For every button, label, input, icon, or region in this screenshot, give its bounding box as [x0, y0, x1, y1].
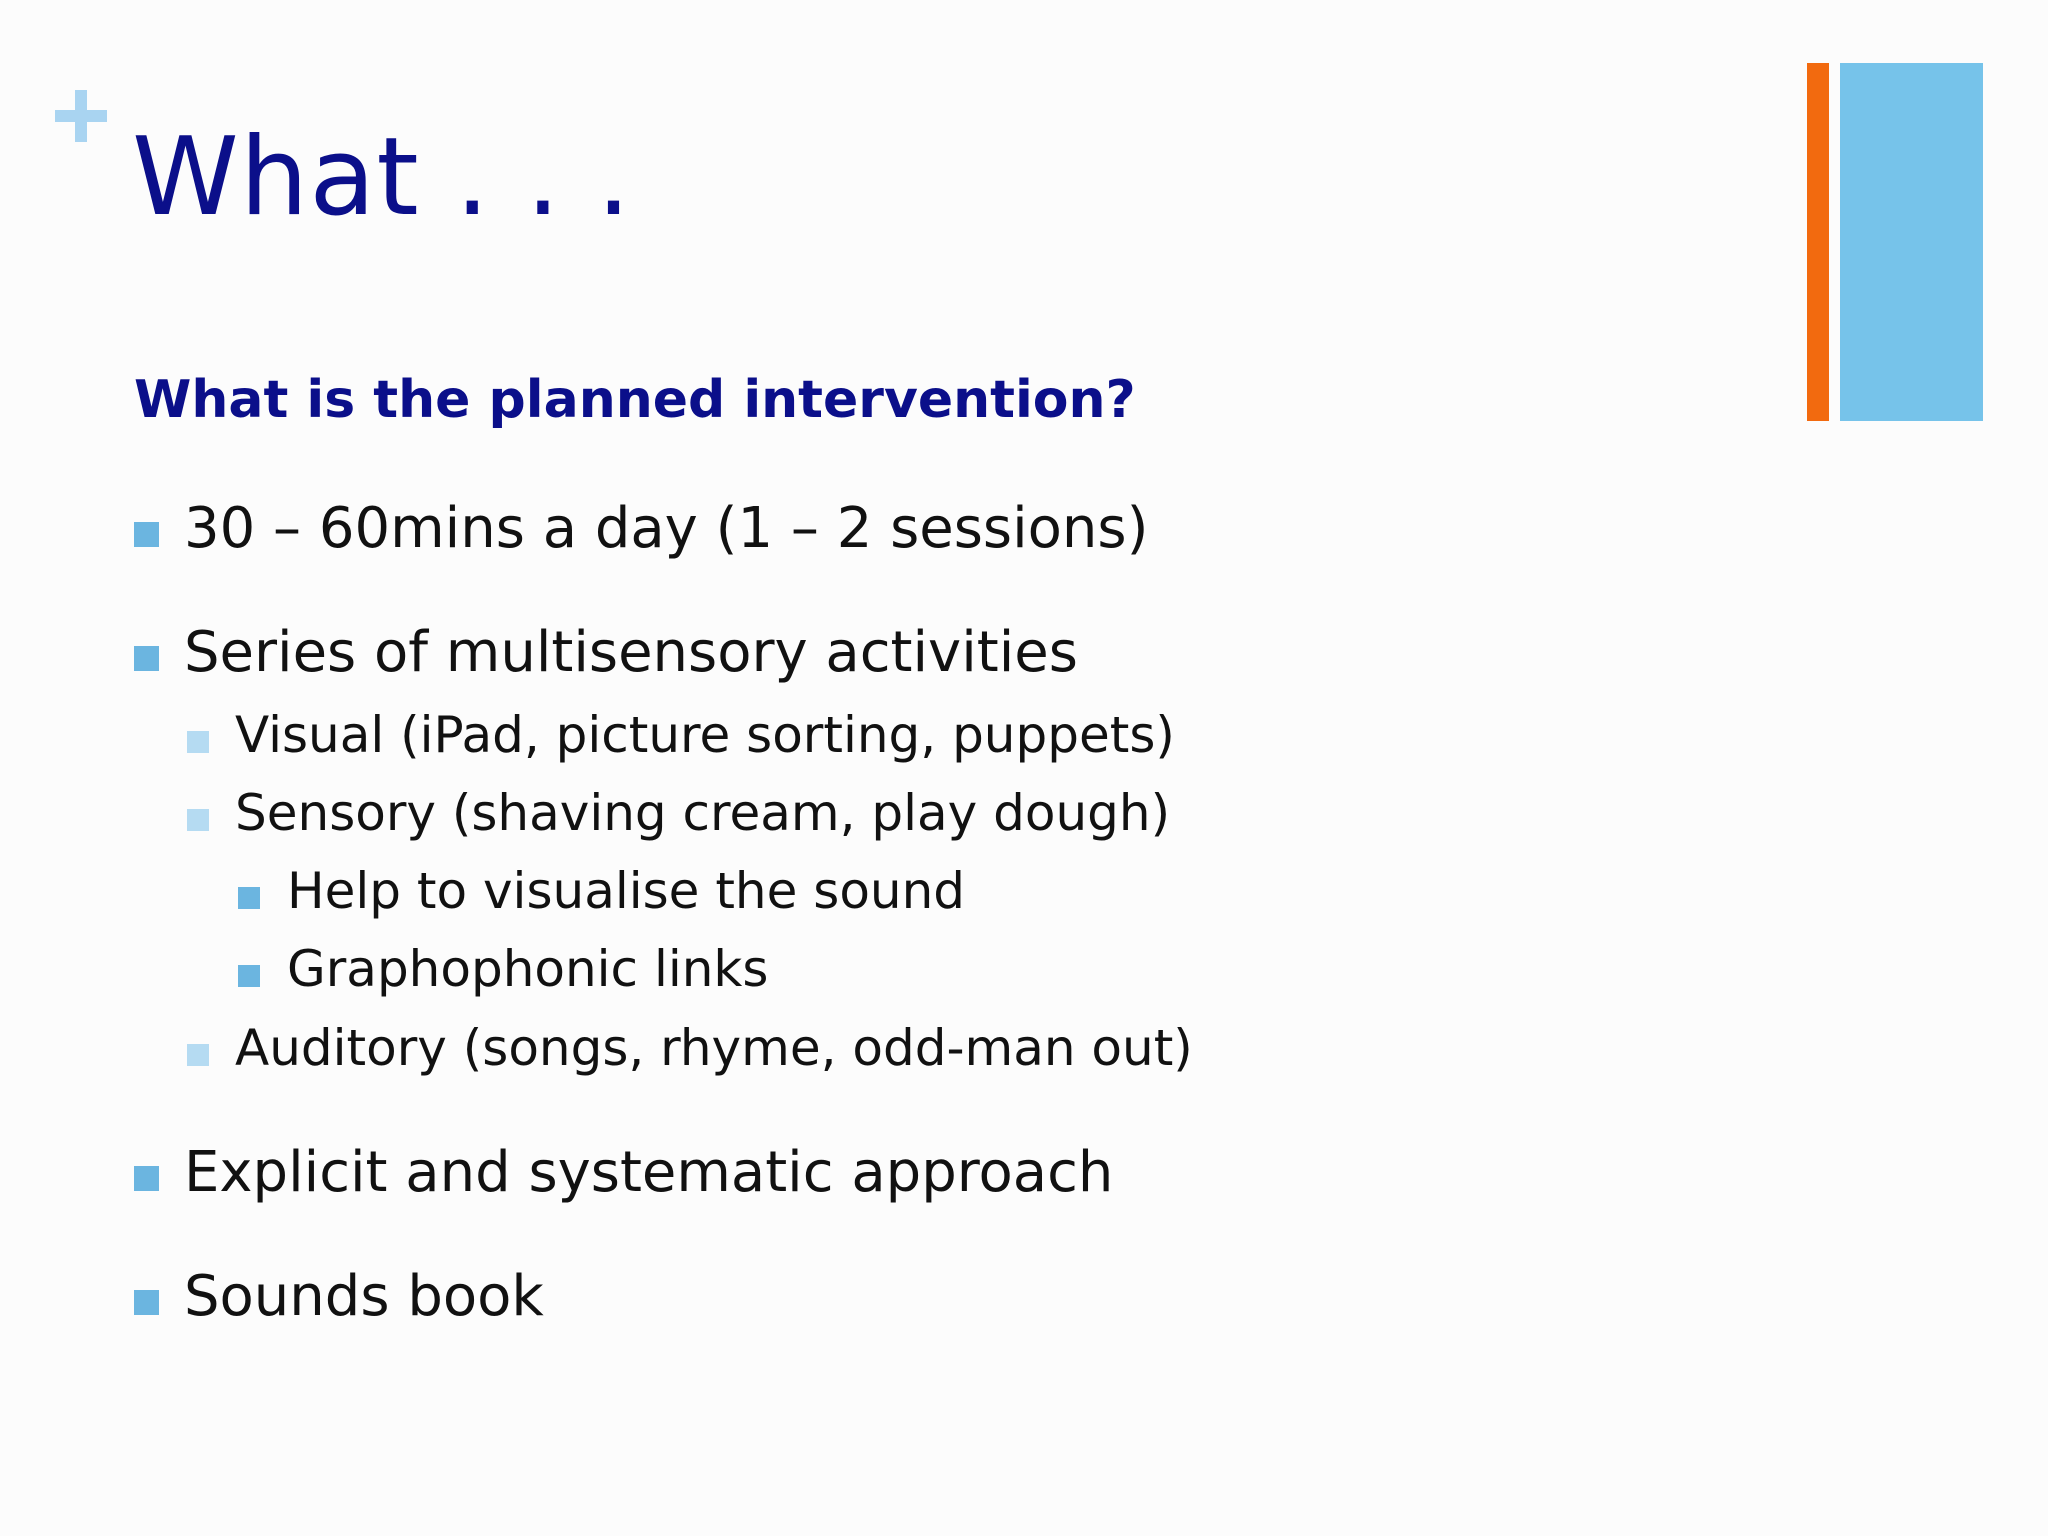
bullet-list — [134, 0, 1734, 1536]
bullet-text: Series of multisensory activities — [184, 620, 1078, 685]
square-bullet-icon — [134, 1290, 159, 1315]
plus-icon — [55, 90, 107, 142]
square-bullet-icon — [238, 887, 260, 909]
square-bullet-icon — [187, 809, 209, 831]
bullet-text: Graphophonic links — [287, 940, 769, 998]
bullet-text: Auditory (songs, rhyme, odd-man out) — [235, 1019, 1193, 1077]
bullet-text: Visual (iPad, picture sorting, puppets) — [235, 706, 1175, 764]
bullet-text: 30 – 60mins a day (1 – 2 sessions) — [184, 496, 1149, 561]
bullet-text: Sensory (shaving cream, play dough) — [235, 784, 1171, 842]
square-bullet-icon — [134, 646, 159, 671]
slide-subtitle: What is the planned intervention? — [134, 370, 1136, 430]
orange-accent-bar — [1807, 63, 1829, 421]
bullet-text: Explicit and systematic approach — [184, 1140, 1114, 1205]
square-bullet-icon — [187, 731, 209, 753]
square-bullet-icon — [134, 1166, 159, 1191]
bullet-text: Sounds book — [184, 1264, 544, 1329]
blue-accent-bar — [1840, 63, 1983, 421]
square-bullet-icon — [238, 965, 260, 987]
bullet-text: Help to visualise the sound — [287, 862, 966, 920]
square-bullet-icon — [187, 1044, 209, 1066]
square-bullet-icon — [134, 522, 159, 547]
slide-title: What . . . — [132, 115, 632, 240]
